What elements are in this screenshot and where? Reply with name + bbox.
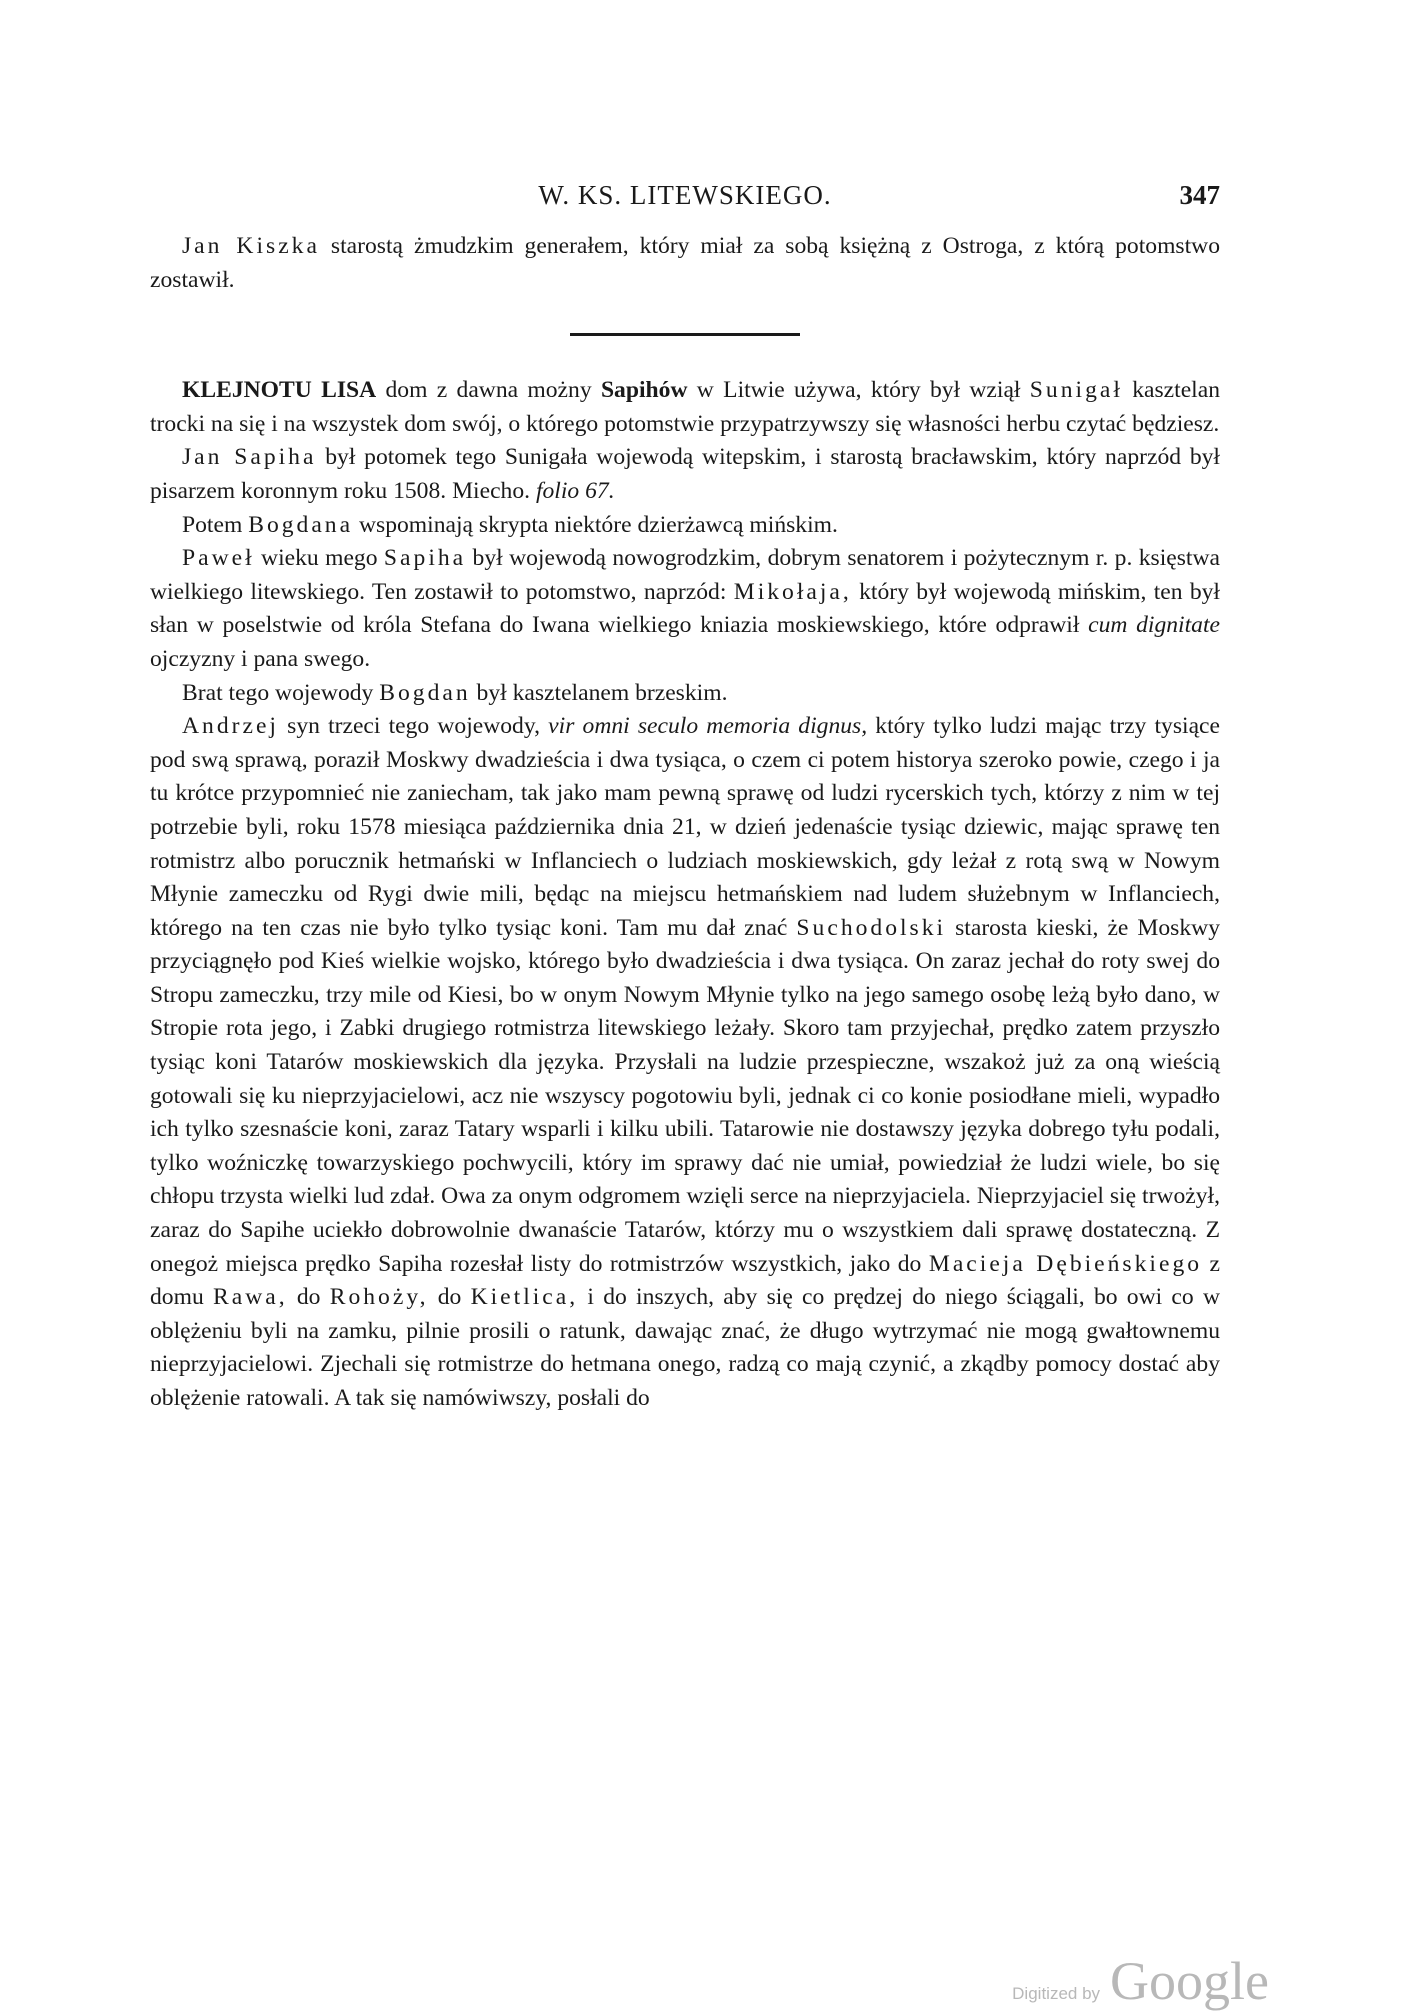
citation: folio 67.	[535, 477, 615, 504]
paragraph-text: był kasztelanem brzeskim.	[470, 679, 728, 706]
paragraph-text: wspominają skrypta niektóre dzierżawcą mińskim.	[353, 511, 838, 538]
paragraph-jan-sapiha	[150, 441, 1220, 508]
paragraph-text: w Litwie używa, który był wziął	[687, 377, 1030, 404]
person-name: Rawa,	[213, 1284, 288, 1311]
paragraph-pawel	[150, 542, 1220, 676]
page-number: 347	[1179, 180, 1220, 210]
paragraph-text: Brat tego wojewody	[182, 679, 380, 706]
paragraph-text: z domu	[150, 1250, 1221, 1311]
digitized-label: Digitized by	[1012, 1984, 1101, 2003]
paragraph-lis	[150, 374, 1220, 441]
paragraph-text: który był wojewodą mińskim, ten był słan w poselstwie od króla Stefana do Iwana wielkiego kniazia moskiewskiego, które odprawił	[150, 578, 1220, 639]
running-header	[150, 180, 1220, 220]
section-title: KLEJNOTU LISA	[182, 377, 377, 404]
paragraph-text: dom z dawna możny	[376, 377, 601, 404]
paragraph-brat	[150, 677, 1220, 711]
person-name: Kietlica,	[470, 1284, 579, 1311]
paragraph-text: starostą żmudzkim generałem, który miał za sobą księżną z Ostroga, z którą potomstwo zostawił.	[150, 233, 1220, 293]
person-name: Rohoży,	[329, 1284, 429, 1311]
running-title: W. KS. LITEWSKIEGO.	[538, 180, 832, 210]
paragraph-kiszka	[150, 230, 1220, 297]
person-name: Sunigał	[1029, 377, 1123, 404]
paragraph-text: wieku mego	[254, 545, 384, 572]
paragraph-text: Potem	[182, 511, 249, 538]
body-text	[150, 230, 1220, 1416]
paragraph-text: był potomek tego Sunigała wojewodą witepskim, i starostą bracławskim, który naprzód był pisarzem koronnym roku 1508. Miecho.	[150, 444, 1220, 504]
person-name: Jan Kiszka	[182, 233, 320, 259]
paragraph-text: który tylko ludzi mając trzy tysiące pod swą sprawą, poraził Moskwy dwadzieścia i dwa tysiąca, o czem ci potem historya szeroko powie, czego i ja tu krótce przypomnieć nie zaniecham, tak jako mam pewną sprawę od ludzi rycerskich tych, którzy z nim w tej potrzebie byli, roku 1578 miesiąca października dnia 21, w dzień jedenaście tysiąc dziewic, mając sprawę ten rotmistrz albo porucznik hetmański w Inflanciech o ludziach moskiewskich, gdy leżał z rotą swą w Nowym Młynie zameczku od Rygi dwie mili, będąc na miejscu hetmańskiem nad ludem służebnym w Inflanciech, którego na ten czas nie było tylko tysiąc koni. Tam mu dał znać	[150, 713, 1221, 941]
paragraph-text: syn trzeci tego wojewody,	[279, 713, 549, 740]
paragraph-text: i do inszych, aby się co prędzej do niego ściągali, bo owi co w oblężeniu byli na zamku, pilnie prosili o ratunk, dawając znać, że długo wytrzymać nie mogą gwałtownemu nieprzyjacielowi. Zjechali się rotmistrze do hetmana onego, radzą co mają czynić, a zkądby pomocy dostać aby oblężenie ratowali. A tak się namówiwszy, posłali do	[150, 1284, 1220, 1411]
paragraph-text: starosta kieski, że Moskwy przyciągnęło pod Kieś wielkie wojsko, którego było dwadzieścia i dwa tysiąca. On zaraz jechał do roty swej do Stropu zameczku, trzy mile od Kiesi, bo w onym Nowym Młynie tylko na jego samego osobę leżą było dano, w Stropie rota jego, i Zabki drugiego rotmistrza litewskiego leżały. Skoro tam przyjechał, prędko zatem przyszło tysiąc koni Tatarów moskiewskich dla języka. Przysłali na ludzie przespieczne, wszakoż już za oną wieścią gotowali się ku nieprzyjacielowi, acz nie wszyscy pogotowiu byli, jednak ci co konie posiodłane mieli, wypadło ich tylko szesnaście koni, zaraz Tatary wsparli i kilku ubili. Tatarowie nie dostawszy języka dobrego tyłu podali, tylko woźniczkę towarzyskiego pochwycili, który im sprawy dać nie umiał, powiedział że ludzi wiele, bo się chłopu trzysta wielki lud zdał. Owa za onym odgromem wzięli serce na nieprzyjaciela. Nieprzyjaciel się trwożył, zaraz do Sapihe uciekło dobrowolnie dwanaście Tatarów, którzy mu o wszystkiem dali sprawę dostateczną. Z onegoż miejsca prędko Sapiha rozesłał listy do rotmistrzów wszystkich, jako do	[150, 914, 1221, 1277]
person-name: Bogdan	[379, 679, 471, 706]
paragraph-text: do	[287, 1284, 330, 1311]
person-name: Andrzej	[182, 713, 279, 740]
family-name: Sapihów	[600, 377, 688, 404]
paragraph-text: był wojewodą nowogrodzkim, dobrym senatorem i pożytecznym r. p. księstwa wielkiego litewskiego. Ten zostawił to potomstwo, naprzód:	[150, 545, 1220, 605]
person-name: Suchodolski	[796, 914, 947, 941]
paragraph-bogdan	[150, 509, 1220, 543]
person-name: Mikołaja,	[733, 578, 852, 605]
google-logo: Google	[1110, 1951, 1269, 2011]
digitized-watermark	[1012, 1950, 1269, 2012]
person-name: Paweł	[182, 545, 255, 572]
person-name: Jan Sapiha	[182, 444, 317, 471]
latin-phrase: vir omni seculo memoria dignus,	[548, 713, 868, 740]
paragraph-andrzej	[150, 710, 1220, 1415]
person-name: Sapiha	[383, 545, 467, 572]
paragraph-text: ojczyzny i pana swego.	[150, 645, 371, 672]
paragraph-text: do	[428, 1284, 471, 1311]
person-name: Bogdana	[248, 511, 354, 538]
section-divider	[570, 333, 800, 336]
paragraph-text: kasztelan trocki na się i na wszystek dom swój, o którego potomstwie przypatrzywszy się własności herbu czytać będziesz.	[150, 377, 1220, 437]
person-name: Macieja Dębieńskiego	[928, 1250, 1203, 1277]
latin-phrase: cum dignitate	[1088, 612, 1220, 639]
